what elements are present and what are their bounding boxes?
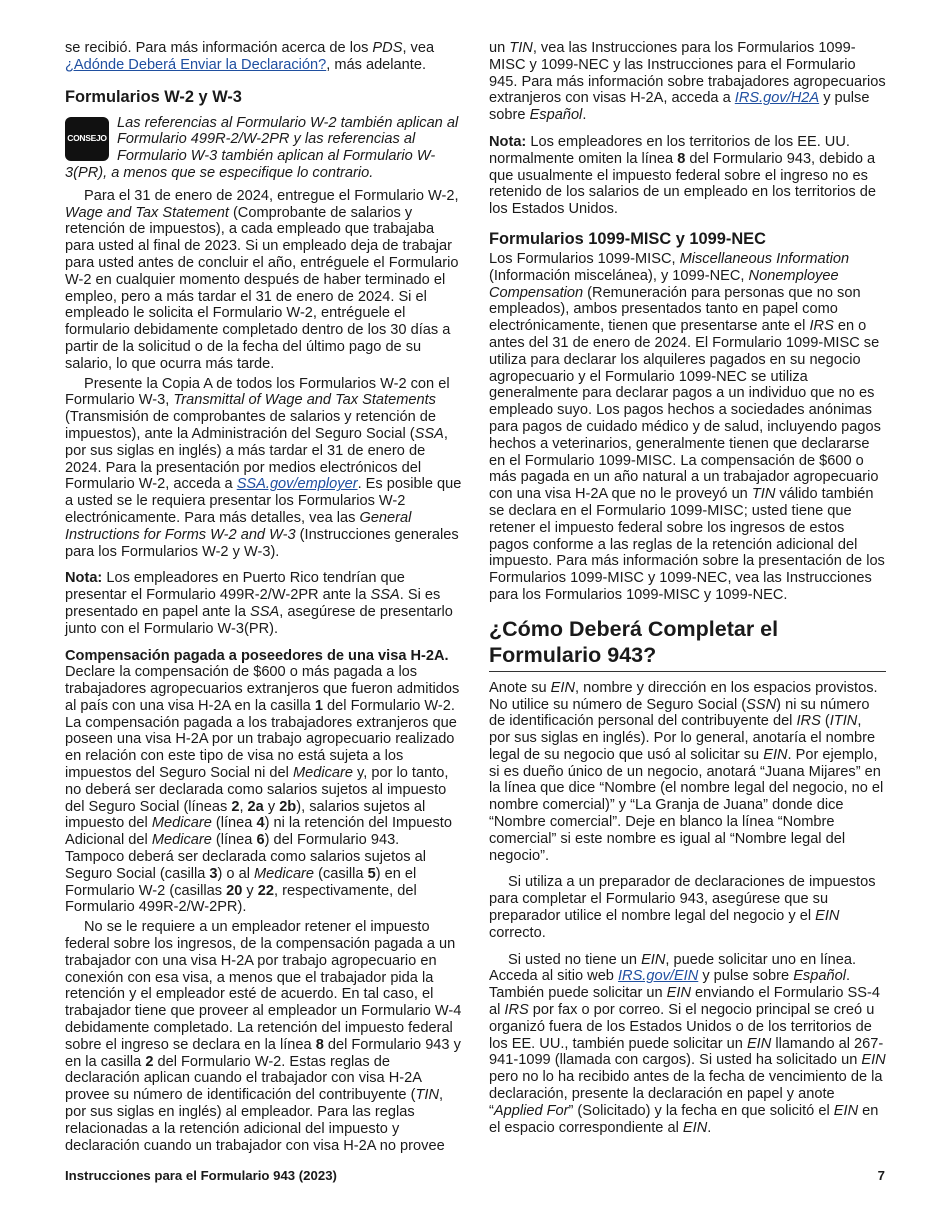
paragraph-preparer: Si utiliza a un preparador de declaraciones de impuestos para completar el Formulario 943, asegúrese que su preparador utilice el nombre legal del negocio y el EIN correcto. [489,874,876,941]
ssa-employer-link[interactable]: SSA.gov/employer [236,476,358,493]
irs-h2a-link[interactable]: IRS.gov/H2A [734,90,820,107]
intro-paragraph: se recibió. Para más información acerca de los PDS, vea ¿Adónde Deberá Enviar la Declaración?, más adelante. [65,40,435,73]
paragraph-withholding: No se le requiere a un empleador retener el impuesto federal sobre los ingresos, de la compensación pagada a un trabajador con una visa H-2A por trabajo agropecuario en conexión con esa visa, a menos que el trabajador pida la retención y el empleador esté de acuerdo. En tal caso, el trabajador tiene que proveer al empleador un Formulario W-4 debidamente completado. La retención del impuesto federal sobre el ingreso se declara en la línea 8 del Formulario 943 y en la casilla 2 del Formulario W-2. Estas reglas de declaración aplican cuando el trabajador con visa H-2A provee su número de identificación del contribuyente (TIN, por sus siglas en inglés) al empleador. Para las reglas relacionadas a la retención adicional del impuesto y declaración cuando un trabajador con visa H-2A no provee [65,919,462,1154]
where-to-file-link[interactable]: ¿Adónde Deberá Enviar la Declaración? [65,56,327,73]
paragraph-apply-ein: Si usted no tiene un EIN, puede solicitar uno en línea. Acceda al sitio web IRS.gov/EIN y pulse sobre Español. También puede solicitar un EIN enviando el Formulario SS-4 al IRS por fax o por correo. Si el negocio principal se creó u organizó fuera de los Estados Unidos o de los territorios de los EE. UU., también puede solicitar un EIN llamando al 267-941-1099 (llamada con cargos). Si usted ha solicitado un EIN pero no lo ha recibido antes de la fecha de vencimiento de la declaración, presente la declaración en papel y anote “Applied For” (Solicitado) y la fecha en que solicitó el EIN en el espacio correspondiente al EIN. [489,951,886,1136]
irs-ein-link[interactable]: IRS.gov/EIN [617,968,699,985]
consejo-icon: CONSEJO [65,117,109,161]
left-column [65,40,462,1154]
paragraph-copy-a: Presente la Copia A de todos los Formularios W-2 con el Formulario W-3, Transmittal of Wage and Tax Statements (Transmisión de comprobantes de salarios y retención de impuestos), ante la Administración del Seguro Social (SSA, por sus siglas en inglés) a más tardar el 31 de enero de 2024. Para la presentación por medios electrónicos del Formulario W-2, acceda a SSA.gov/employer. Es posible que a usted se le requiera presentar los Formularios W-2 electrónicamente. Para más detalles, vea las General Instructions for Forms W-2 and W-3 (Instrucciones generales para los Formularios W-2 y W-3). [65,375,462,560]
footer-title: Instrucciones para el Formulario 943 (2023) [65,1168,337,1183]
paragraph-anote-ein: Anote su EIN, nombre y dirección en los espacios provistos. No utilice su número de Seguro Social (SSN) ni su número de identificación personal del contribuyente del IRS (ITIN, por sus siglas en inglés). Por lo general, anotaría el nombre legal de su negocio que usó al solicitar su EIN. Por ejemplo, si es dueño único de un negocio, anotará “Juana Mijares” en la línea que dice “Nombre (el nombre legal del negocio, no el nombre comercial)” y “La Granja de Juana” donde dice “Nombre comercial”. Deje en blanco la línea “Nombre comercial” si este nombre es igual al “Nombre legal del negocio”. [489,679,884,864]
right-column [489,40,886,1136]
page-number: 7 [877,1168,885,1183]
note-territories: Nota: Los empleadores en los territorios de los EE. UU. normalmente omiten la línea 8 del Formulario 943, debido a que usualmente el impuesto federal sobre el ingreso no es retenido de los salarios de un empleado en los territorios de los Estados Unidos. [489,133,876,218]
paragraph-1099: Los Formularios 1099-MISC, Miscellaneous Information (Información miscelánea), y 1099-NEC, Nonemployee Compensation (Remuneración para personas que no son empleados), ambos presentados tanto en papel como electrónicamente, tienen que presentarse ante el IRS en o antes del 31 de enero de 2024. El Formulario 1099-MISC se utiliza para declarar los alquileres pagados en su negocio agropecuario y el Formulario 1099-NEC se utiliza generalmente para declarar pagos a un individuo que no es empleado suyo. Los pagos hechos a sociedades anónimas para pagos de cuidado médico y de salud, incluyendo pagos hechos a veterinarios, generalmente tienen que declararse en el Formulario 1099-MISC. La compensación de $600 o más pagada en un año natural a un trabajador agropecuario con una visa H-2A que no le proveyó un TIN válido también se declara en el Formulario 1099-MISC; usted tiene que retener el impuesto federal sobre los ingresos de estos pagos conforme a las reglas de la retención adicional del impuesto. Para más información sobre la presentación de los Formularios 1099-MISC y 1099-NEC, vea las Instrucciones para los Formularios 1099-MISC y 1099-NEC. [489,250,885,603]
page-footer [65,1168,885,1185]
paragraph-h2a-compensation: Compensación pagada a poseedores de una visa H-2A. Declare la compensación de $600 o más pagada a los trabajadores agropecuarios extranjeros que fueron admitidos al país con una visa H-2A en la casilla 1 del Formulario W-2. La compensación pagada a los trabajadores extranjeros que poseen una visa H-2A por un trabajo agropecuario realizado en relación con este tipo de visa no está sujeta a los impuestos del Seguro Social ni del Medicare y, por lo tanto, no deberá ser declarada como salarios sujetos al impuesto del Seguro Social (líneas 2, 2a y 2b), salarios sujetos al impuesto del Medicare (línea 4) ni la retención del Impuesto Adicional del Medicare (línea 6) del Formulario 943. Tampoco deberá ser declarada como salarios sujetos al Seguro Social (casilla 3) o al Medicare (casilla 5) en el Formulario W-2 (casillas 20 y 22, respectivamente, del Formulario 499R-2/W-2PR). [65,647,460,916]
heading-como-completar: ¿Cómo Deberá Completar el Formulario 943? [489,616,886,672]
paragraph-continuation: un TIN, vea las Instrucciones para los Formularios 1099-MISC y 1099-NEC y las Instrucciones para el Formulario 945. Para más información sobre trabajadores agropecuarios extranjeros con visas H-2A, acceda a IRS.gov/H2A y pulse sobre Español. [489,40,886,124]
tip-box [65,115,462,182]
heading-1099: Formularios 1099-MISC y 1099-NEC [489,229,766,248]
paragraph-w2-deadline: Para el 31 de enero de 2024, entregue el Formulario W-2, Wage and Tax Statement (Comprobante de salarios y retención de impuestos), a cada empleado que trabajaba para usted al final de 2023. Si un empleado deja de trabajar para usted antes de concluir el año, entréguele el Formulario W-2 en cualquier momento después de haber terminado el empleo, pero a más tardar el 31 de enero de 2024. Si el empleado le solicita el Formulario W-2, entréguele el formulario debidamente completado dentro de los 30 días a partir de la solicitud o de la fecha del último pago de su salario, lo que ocurra más tarde. [65,187,459,372]
note-puerto-rico: Nota: Los empleadores en Puerto Rico tendrían que presentar el Formulario 499R-2/W-2PR ante la SSA. Si es presentado en papel ante la SSA, asegúrese de presentarlo junto con el Formulario W-3(PR). [65,570,453,637]
tip-text: Las referencias al Formulario W-2 también aplican al Formulario 499R-2/W-2PR y las referencias al Formulario W-3 también aplican al Formulario W-3(PR), a menos que se especifique lo contrario. [65,114,459,181]
heading-w2-w3: Formularios W-2 y W-3 [65,87,242,106]
